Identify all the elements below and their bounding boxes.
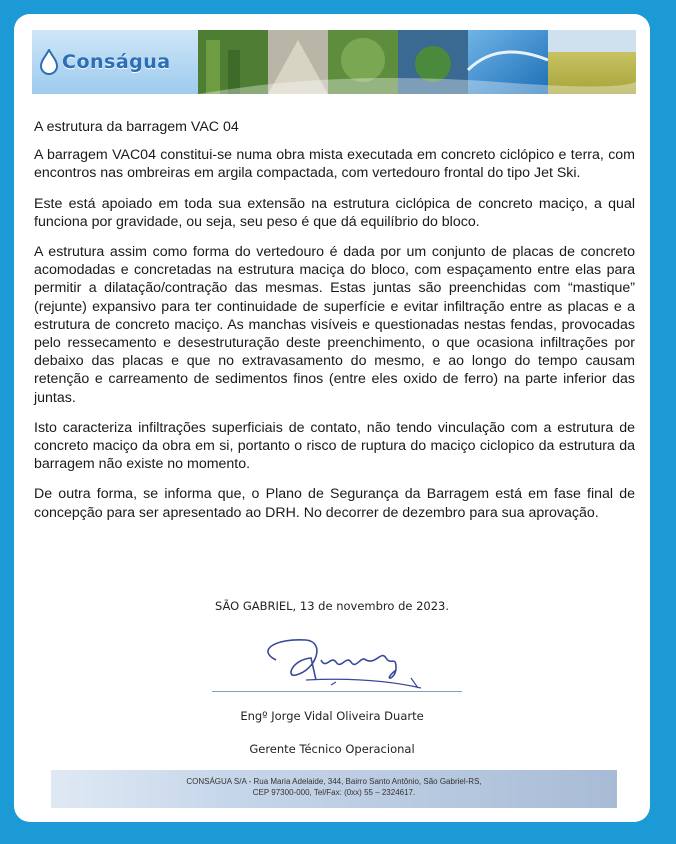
footer-address	[51, 770, 617, 808]
signature-line	[212, 691, 462, 692]
logo	[32, 30, 202, 94]
paragraph: Isto caracteriza infiltrações superficiais de contato, não tendo vinculação com a estrutura de concreto maciço da obra em si, portanto o risco de ruptura do maciço ciclopico da estrutura da barragem não existe no momento.	[34, 419, 635, 473]
header-photo-collage	[198, 30, 636, 94]
signer-name: Engº Jorge Vidal Oliveira Duarte	[240, 709, 424, 723]
paragraph: Este está apoiado em toda sua extensão na estrutura ciclópica de concreto maciço, a qual funciona por gravidade, ou seja, seu peso é que dá equilíbrio do bloco.	[34, 195, 635, 230]
letter-body	[34, 118, 635, 534]
paragraph: De outra forma, se informa que, o Plano de Segurança da Barragem está em fase final de concepção para ser apresentado ao DRH. No decorrer de dezembro para sua aprovação.	[34, 486, 635, 521]
header-banner	[32, 30, 636, 94]
footer-line: CEP 97300-000, Tel/Fax: (0xx) 55 – 2324617.	[252, 788, 416, 797]
paragraph: A estrutura assim como forma do vertedouro é dada por um conjunto de placas de concreto acomodadas e concretadas na estrutura maciça do bloco, com espaçamento entre elas para permitir a dilatação/contração das mesmas. Estas juntas são preenchidas com “mastique” (rejunte) expansivo para ter continuidade de superfície e evitar infiltração entre as placas e a estrutura de concreto maciço. As manchas visíveis e questionadas nestas fendas, provocadas pelo ressecamento e desestruturação deste preenchimento, o que ocasiona infiltrações por debaixo das placas e que no extravasamento do mesmo, e ao longo do tempo causam retenção e carreamento de sedimentos finos (entre eles oxido de ferro) na parte inferior das juntas.	[34, 244, 635, 406]
footer-line: CONSÁGUA S/A - Rua Maria Adelaide, 344, Bairro Santo Antônio, São Gabriel-RS,	[186, 777, 482, 786]
letter-page	[14, 14, 650, 822]
paragraph: A barragem VAC04 constitui-se numa obra mista executada em concreto ciclópico e terra, com encontros nas ombreiras em argila compactada, com vertedouro frontal do tipo Jet Ski.	[34, 147, 635, 182]
logo-text: Conságua	[62, 51, 171, 73]
signature	[246, 630, 436, 694]
water-drop-icon	[40, 49, 58, 75]
letter-title: A estrutura da barragem VAC 04	[34, 119, 239, 135]
date-line: SÃO GABRIEL, 13 de novembro de 2023.	[214, 599, 450, 613]
signer-role: Gerente Técnico Operacional	[249, 742, 415, 756]
